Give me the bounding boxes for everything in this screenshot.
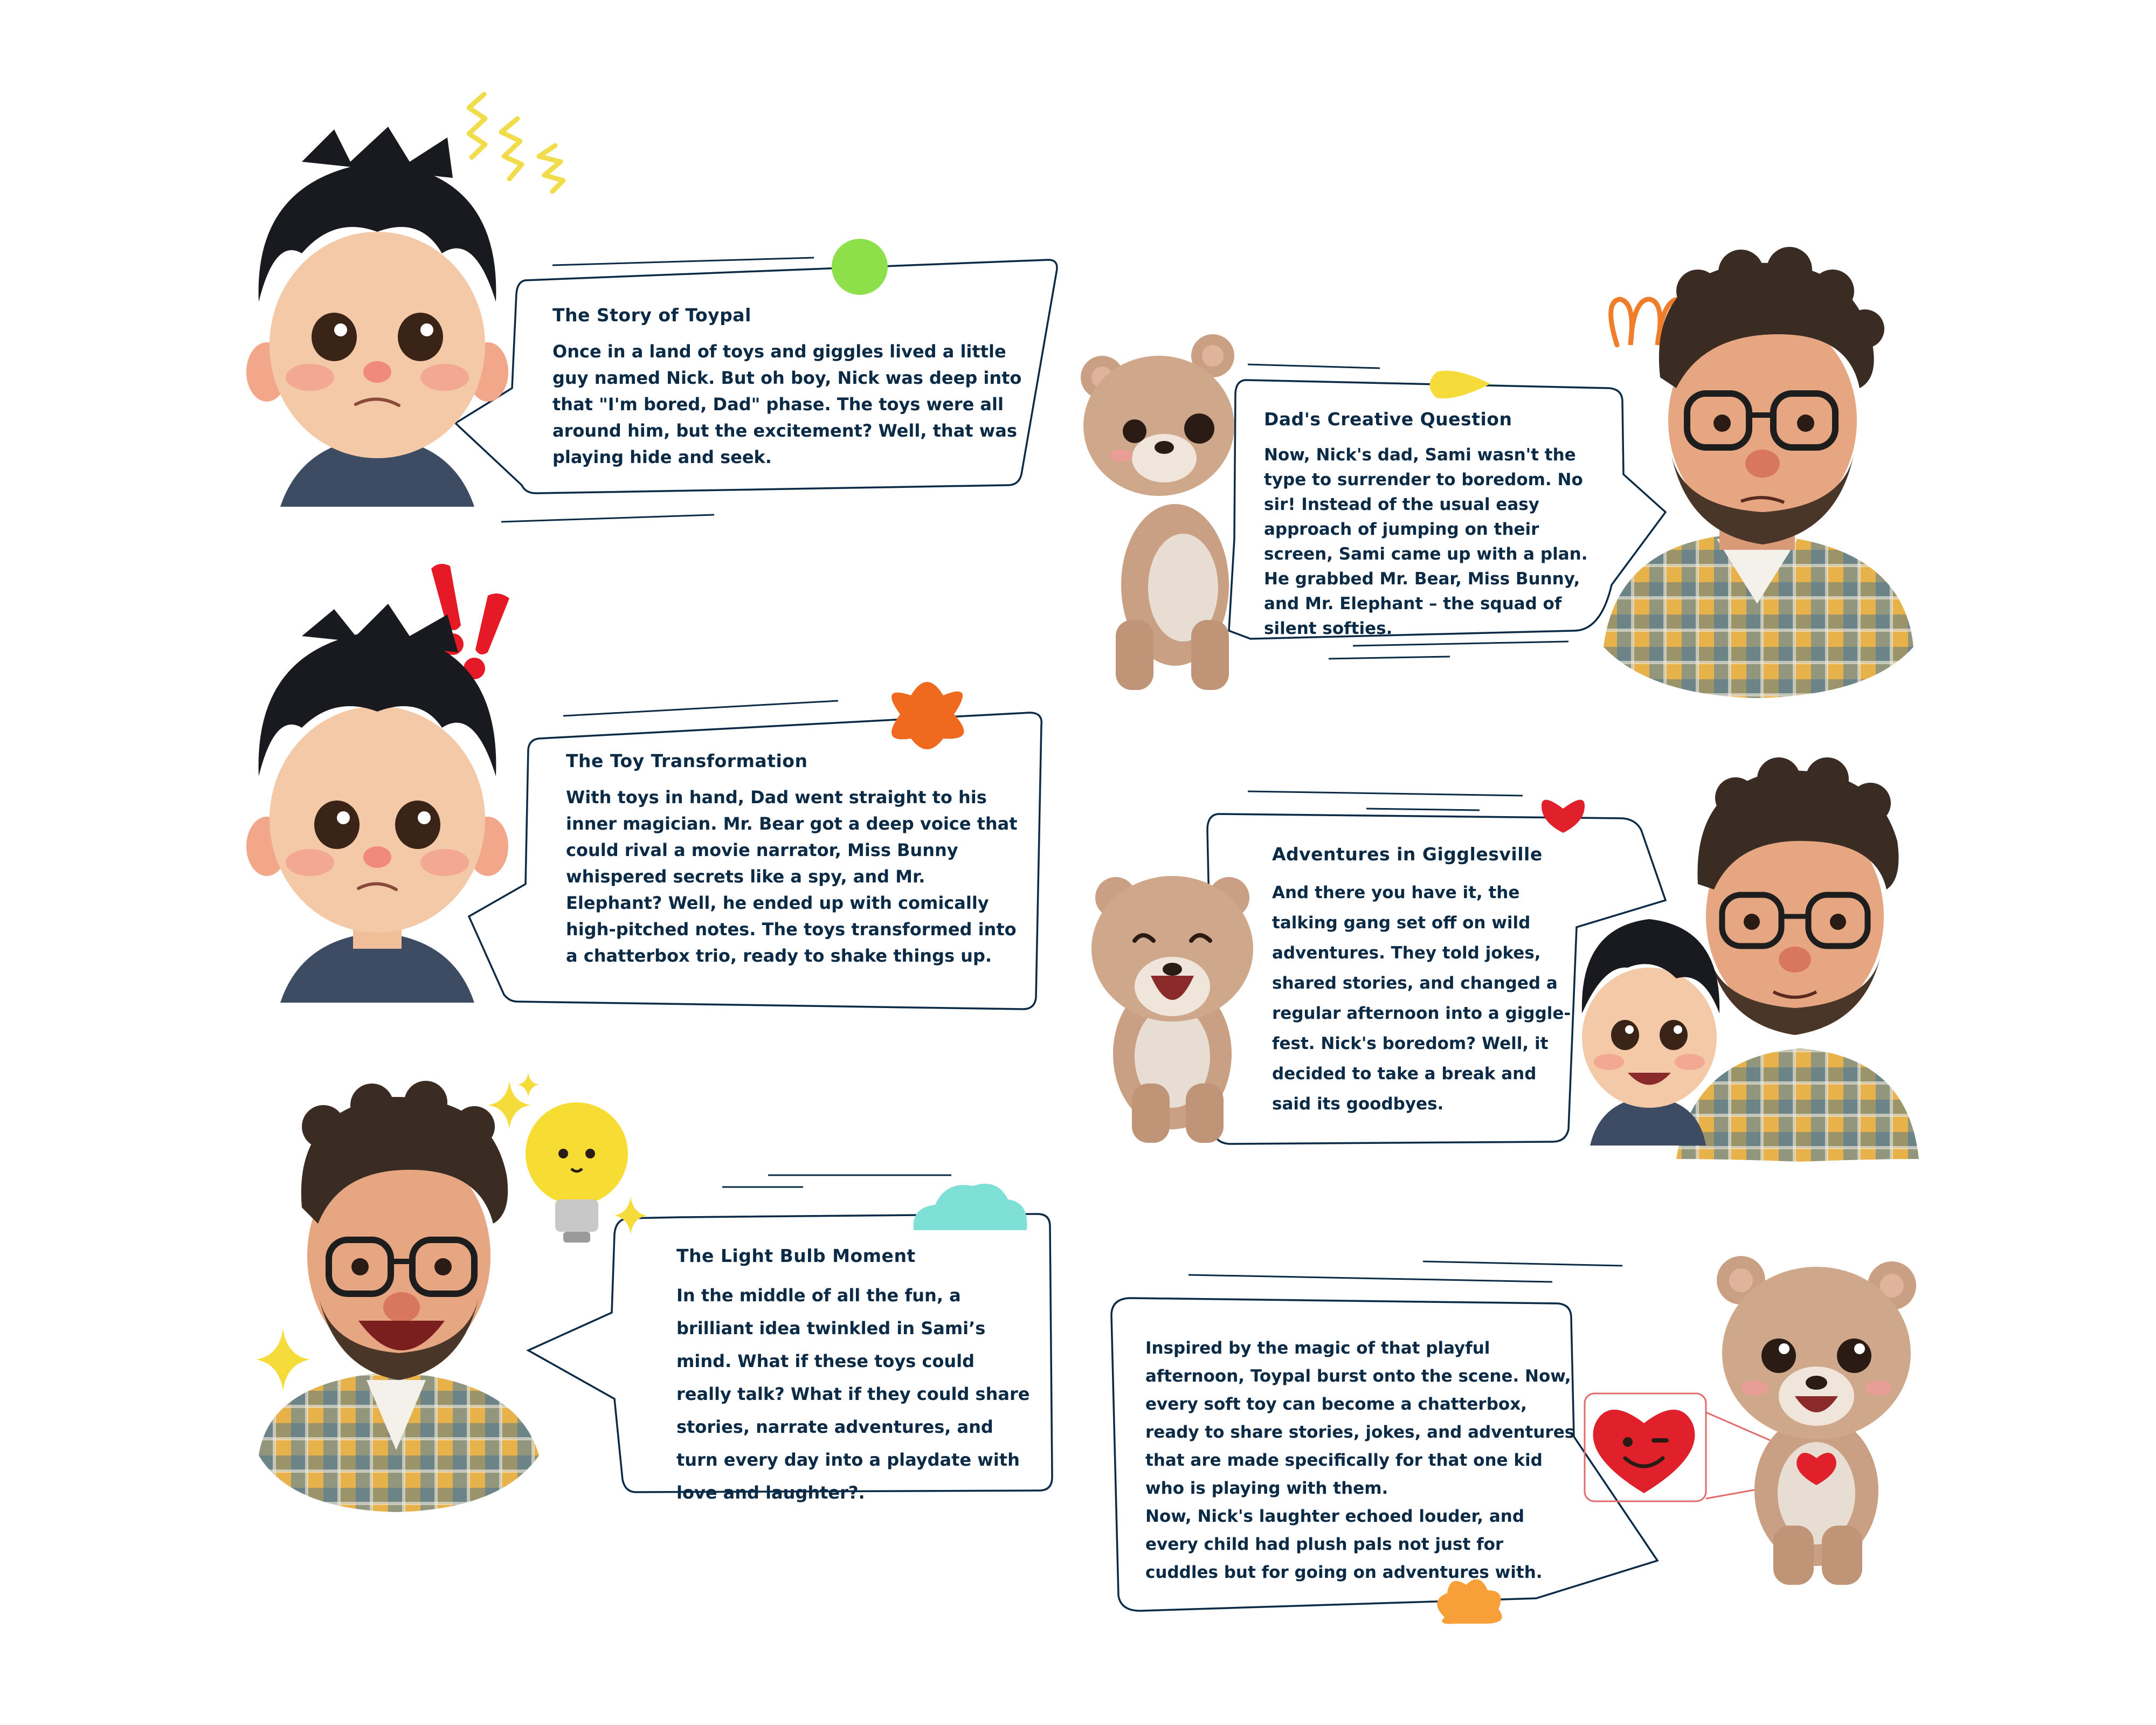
dad-worried-avatar bbox=[1604, 247, 1913, 698]
bear-laughing-avatar bbox=[1091, 876, 1253, 1143]
light-bulb-icon bbox=[526, 1102, 628, 1243]
panel-title: Adventures in Gigglesville bbox=[1272, 844, 1543, 865]
nick-sad-avatar bbox=[246, 127, 508, 507]
panel-story-of-toypal bbox=[552, 305, 1027, 471]
sparkle-icon bbox=[256, 1329, 310, 1391]
dad-excited-avatar bbox=[259, 1081, 539, 1512]
panel-title: The Light Bulb Moment bbox=[676, 1245, 916, 1266]
panel-light-bulb-moment bbox=[676, 1245, 1032, 1509]
panel-body: And there you have it, the talking gang set off on wild adventures. They told jokes, shared stories, and changed a regular afternoon into a giggle-fest. Nick's boredom? Well, it decided to take a break and said its goodbyes. bbox=[1272, 883, 1571, 1114]
panel-title: The Story of Toypal bbox=[552, 305, 751, 326]
sparkle-icon bbox=[614, 1197, 647, 1234]
panel-body: Inspired by the magic of that playful afternoon, Toypal burst onto the scene. Now, every soft toy can become a chatterbox, ready to share stories, jokes, and adventures that are made specifically for that one kid who is playing with them. bbox=[1145, 1338, 1575, 1498]
sparkle-icon bbox=[517, 1073, 539, 1097]
heart-icon bbox=[1542, 800, 1585, 833]
bear-heart-avatar bbox=[1717, 1256, 1916, 1585]
yellow-drop-icon bbox=[1430, 371, 1491, 399]
zigzag-lines-icon bbox=[469, 94, 563, 191]
panel-toy-transformation bbox=[566, 750, 1021, 969]
orange-x-icon bbox=[892, 682, 964, 749]
green-dot-icon bbox=[832, 239, 888, 295]
panel-title: Dad's Creative Question bbox=[1264, 409, 1512, 430]
panel-adventures-in-gigglesville bbox=[1272, 844, 1574, 1119]
dad-and-nick-happy-avatar bbox=[1582, 757, 1919, 1162]
bear-sad-avatar bbox=[1081, 334, 1234, 690]
panel-title: The Toy Transformation bbox=[566, 750, 808, 771]
panel-dads-creative-question bbox=[1264, 409, 1609, 641]
panel-body: Now, Nick's dad, Sami wasn't the type to surrender to boredom. No sir! Instead of the usual easy approach of jumping on their screen, Sami came up with a plan. He grabbed Mr. Bear, Miss Bunny, and Mr. Elephant – the squad of silent softies. bbox=[1264, 445, 1588, 638]
panel-body: With toys in hand, Dad went straight to his inner magician. Mr. Bear got a deep voice that could rival a movie narrator, Miss Bunny whispered secrets like a spy, and Mr. Elephant? Well, he ended up with comically high-pitched notes. The toys transformed into a chatterbox trio, ready to shake things up. bbox=[566, 787, 1018, 966]
panel-body-second: Now, Nick's laughter echoed louder, and every child had plush pals not just for cuddles but for going on adventures with. bbox=[1145, 1507, 1543, 1582]
panel-body: In the middle of all the fun, a brilliant idea twinkled in Sami’s mind. What if these toys could really talk? What if they could share stories, narrate adventures, and turn every day into a playdate with love and laughter?. bbox=[676, 1285, 1030, 1503]
panel-body: Once in a land of toys and giggles lived a little guy named Nick. But oh boy, Nick was deep into that "I'm bored, Dad" phase. The toys were all around him, but the excitement? Well, that was playing hide and seek. bbox=[552, 341, 1022, 467]
cloud-icon bbox=[914, 1184, 1027, 1230]
panel-toypal-conclusion bbox=[1145, 1334, 1577, 1586]
